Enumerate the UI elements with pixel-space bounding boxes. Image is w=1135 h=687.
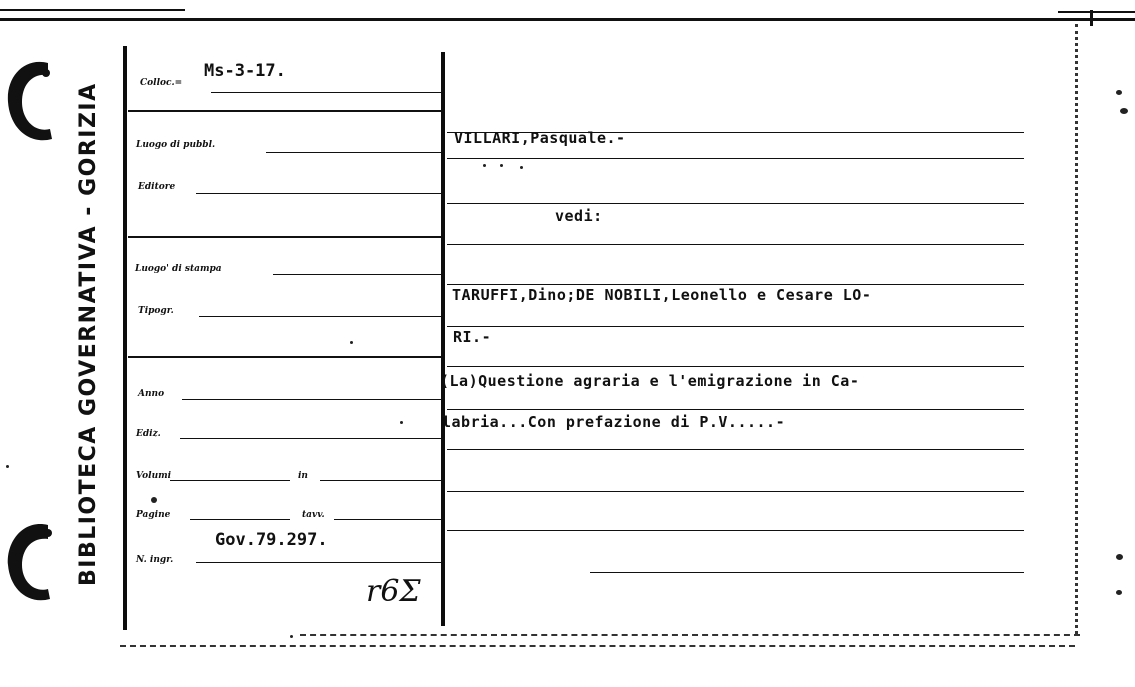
speck bbox=[500, 164, 503, 167]
entry-line-1: VILLARI,Pasquale.- bbox=[454, 129, 626, 147]
library-logo-icon-bottom bbox=[4, 519, 64, 609]
speck bbox=[6, 465, 9, 468]
rule bbox=[447, 366, 1024, 367]
entry-line-2: vedi: bbox=[555, 207, 603, 225]
entry-line-6: labria...Con prefazione di P.V.....- bbox=[442, 413, 786, 431]
ediz-label: Ediz. bbox=[136, 429, 161, 439]
left-vertical-rule bbox=[123, 46, 127, 630]
rule bbox=[447, 326, 1024, 327]
rule bbox=[199, 316, 441, 317]
rule bbox=[447, 530, 1024, 531]
rule bbox=[128, 356, 441, 358]
anno-label: Anno bbox=[138, 389, 165, 399]
inventario-value: Gov.79.297. bbox=[215, 530, 328, 550]
library-logo-icon bbox=[4, 57, 64, 147]
collocazione-label: Colloc.= bbox=[140, 78, 183, 88]
rule bbox=[190, 519, 290, 520]
speck bbox=[350, 341, 353, 344]
pagine-mark bbox=[151, 497, 157, 503]
tipografia-label: Tipogr. bbox=[138, 306, 174, 316]
rule bbox=[266, 152, 441, 153]
entry-line-4: RI.- bbox=[453, 328, 492, 346]
collocazione-value: Ms-3-17. bbox=[204, 61, 286, 81]
rule bbox=[196, 193, 441, 194]
speck bbox=[1120, 108, 1128, 114]
speck bbox=[1116, 590, 1122, 595]
top-border-line bbox=[0, 18, 1135, 21]
speck bbox=[483, 164, 486, 167]
speck bbox=[1116, 90, 1122, 95]
luogo-stampa-label: Luogo' di stampa bbox=[135, 264, 222, 274]
speck bbox=[290, 635, 293, 638]
rule bbox=[320, 480, 441, 481]
in-label: in bbox=[298, 471, 308, 481]
right-card-edge bbox=[1075, 24, 1081, 634]
volumi-label: Volumi bbox=[136, 471, 172, 481]
top-right-mark bbox=[1058, 11, 1135, 13]
entry-line-5: (La)Questione agraria e l'emigrazione in Ca- bbox=[440, 372, 860, 390]
tavv-label: tavv. bbox=[302, 510, 325, 520]
bottom-card-edge bbox=[120, 645, 1075, 648]
rule bbox=[128, 110, 441, 112]
rule bbox=[447, 409, 1024, 410]
n-ingr-label: N. ingr. bbox=[136, 555, 174, 565]
top-right-tick bbox=[1090, 10, 1093, 26]
rule bbox=[590, 572, 1024, 573]
rule bbox=[447, 158, 1024, 159]
library-side-title: BIBLIOTECA GOVERNATIVA - GORIZIA bbox=[76, 82, 101, 586]
rule bbox=[273, 274, 441, 275]
handwritten-mark: r6Σ bbox=[366, 574, 421, 609]
speck bbox=[1116, 554, 1123, 560]
rule bbox=[170, 480, 290, 481]
rule bbox=[447, 491, 1024, 492]
rule bbox=[211, 92, 441, 93]
center-vertical-rule bbox=[441, 52, 445, 626]
pagine-label: Pagine bbox=[136, 510, 171, 520]
bottom-card-edge-2 bbox=[300, 634, 1080, 637]
editore-label: Editore bbox=[138, 182, 176, 192]
rule bbox=[447, 203, 1024, 204]
top-border-line-thin bbox=[0, 9, 185, 11]
rule bbox=[447, 449, 1024, 450]
rule bbox=[180, 438, 441, 439]
speck bbox=[520, 166, 523, 169]
speck bbox=[400, 421, 403, 424]
rule bbox=[334, 519, 441, 520]
entry-line-3: TARUFFI,Dino;DE NOBILI,Leonello e Cesare LO- bbox=[452, 286, 872, 304]
rule bbox=[182, 399, 441, 400]
rule bbox=[196, 562, 441, 563]
rule bbox=[128, 236, 441, 238]
rule bbox=[447, 244, 1024, 245]
rule bbox=[447, 284, 1024, 285]
luogo-pubbl-label: Luogo di pubbl. bbox=[136, 140, 216, 150]
